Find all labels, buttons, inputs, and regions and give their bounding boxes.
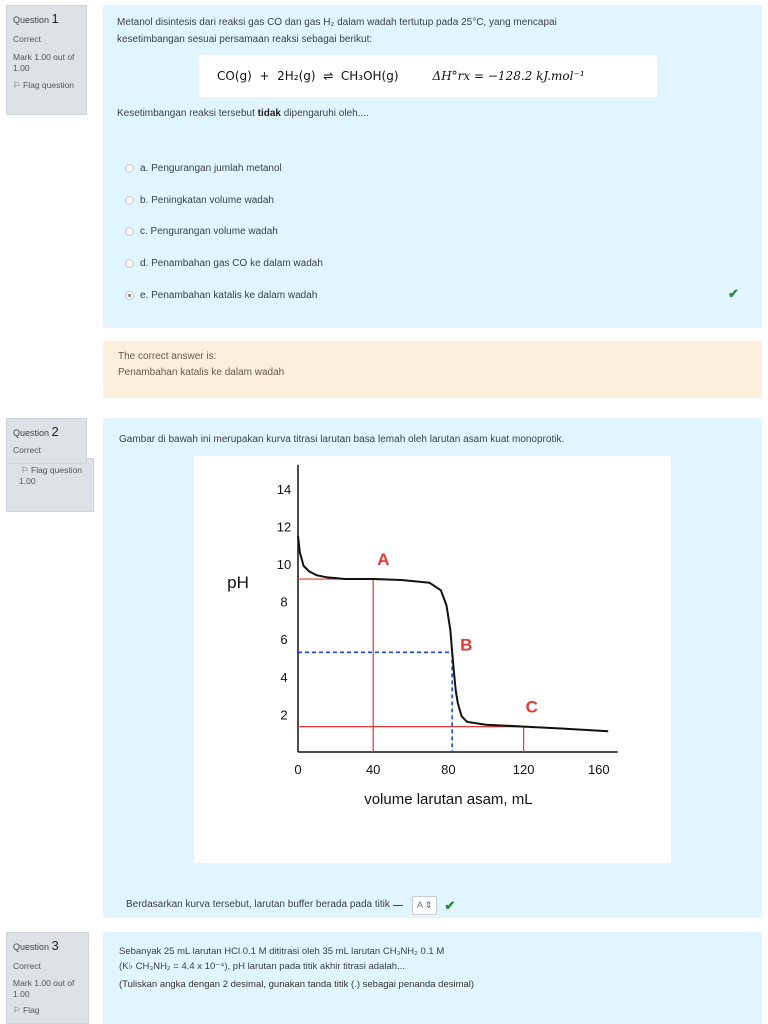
option-label: e. Penambahan katalis ke dalam wadah	[140, 290, 318, 301]
question-info-1	[6, 5, 87, 115]
feedback-answer: Penambahan katalis ke dalam wadah	[118, 366, 285, 378]
answer-select[interactable]	[412, 896, 438, 915]
option-label: b. Peningkatan volume wadah	[140, 195, 274, 206]
question-instruction: (Tuliskan angka dengan 2 desimal, gunakan tanda titik (.) sebagai penanda desimal)	[119, 979, 475, 991]
blank-underline	[393, 905, 403, 906]
x-tick-label: 80	[441, 762, 456, 777]
titration-chart	[194, 456, 671, 863]
question-status: Correct	[13, 444, 41, 455]
radio-button[interactable]	[125, 164, 134, 173]
titration-chart-card	[194, 456, 671, 863]
reaction-equation	[199, 55, 657, 97]
question-number: 1	[51, 11, 59, 26]
radio-button-selected[interactable]	[125, 291, 134, 300]
question-content-2	[103, 418, 762, 918]
question-number: 3	[51, 938, 59, 953]
question-content-1	[103, 5, 762, 328]
option-label: c. Pengurangan volume wadah	[140, 226, 278, 237]
question-label: Question	[13, 15, 50, 25]
point-label-c: C	[525, 697, 538, 717]
correct-check-icon: ✔	[444, 898, 456, 913]
option-b[interactable]	[125, 195, 274, 206]
question-mark: 1.00	[19, 476, 36, 486]
question-info-2-lower	[6, 458, 94, 512]
question-label: Question	[13, 942, 50, 952]
option-a[interactable]	[125, 163, 282, 174]
correct-check-icon: ✔	[728, 286, 739, 301]
question-info-3	[6, 932, 89, 1024]
y-tick-label: 12	[276, 519, 292, 535]
x-tick-label: 40	[365, 762, 381, 777]
y-tick-label: 6	[280, 632, 288, 648]
flag-label: Flag	[23, 1005, 40, 1016]
question-text: Gambar di bawah ini merupakan kurva titrasi larutan basa lemah oleh larutan asam kuat monoprotik.	[119, 434, 565, 445]
x-tick-label: 0	[294, 762, 302, 777]
enthalpy-text: ΔH°rx = −128.2 kJ.mol⁻¹	[432, 69, 585, 83]
question-text-line-1: Sebanyak 25 mL larutan HCl 0.1 M dititrasi oleh 35 mL larutan CH₃NH₂ 0.1 M	[119, 946, 445, 957]
question-prompt: Kesetimbangan reaksi tersebut tidak dipengaruhi oleh....	[117, 108, 369, 119]
option-c[interactable]	[125, 226, 278, 237]
question-mark: Mark 1.00 out of 1.00	[13, 977, 75, 999]
y-tick-label: 10	[276, 557, 292, 572]
question-status: Correct	[13, 33, 41, 44]
y-tick-label: 8	[280, 594, 288, 610]
question-text-line-2: (K♭ CH₃NH₂ = 4.4 x 10⁻⁴), pH larutan pada titik akhir titrasi adalah...	[119, 961, 405, 973]
option-label: a. Pengurangan jumlah metanol	[140, 163, 282, 174]
flag-icon: ⚐	[13, 80, 21, 91]
equation-text: CO(g) + 2H₂(g) ⇌ CH₃OH(g)	[217, 69, 399, 83]
radio-button[interactable]	[125, 196, 134, 205]
option-e[interactable]	[125, 290, 317, 301]
question-text-line-1: Metanol disintesis dari reaksi gas CO dan gas H₂ dalam wadah tertutup pada 25°C, yang mencapai	[117, 17, 557, 28]
x-axis-label: volume larutan asam, mL	[364, 791, 533, 808]
x-tick-label: 120	[512, 762, 535, 777]
titration-curve	[298, 536, 608, 732]
question-content-3	[103, 932, 762, 1024]
y-tick-label: 4	[280, 669, 288, 685]
buffer-prompt	[126, 895, 455, 916]
x-tick-label: 160	[587, 762, 610, 777]
point-label-b: B	[460, 635, 473, 655]
question-text	[117, 15, 747, 48]
prompt-text: Berdasarkan kurva tersebut, larutan buffer berada pada titik	[126, 899, 390, 911]
y-tick-label: 14	[276, 481, 292, 497]
select-arrows-icon: ⇕	[424, 900, 433, 911]
radio-button[interactable]	[125, 227, 134, 236]
flag-icon: ⚐	[21, 465, 29, 475]
question-text	[119, 944, 474, 993]
flag-label: Flag question	[31, 465, 83, 475]
question-status: Correct	[13, 960, 41, 971]
question-mark: Mark 1.00 out of 1.00	[13, 51, 75, 73]
y-axis-label: pH	[227, 572, 249, 592]
select-value: A	[416, 900, 423, 911]
option-d[interactable]	[125, 258, 323, 269]
option-label: d. Penambahan gas CO ke dalam wadah	[140, 258, 323, 269]
point-label-a: A	[377, 550, 390, 570]
flag-question-link[interactable]	[13, 1005, 82, 1016]
flag-question-link[interactable]	[13, 465, 87, 476]
correct-answer-feedback	[103, 341, 762, 398]
y-tick-label: 2	[280, 707, 288, 723]
flag-question-link[interactable]	[13, 80, 80, 91]
question-text-line-2: kesetimbangan sesuai persamaan reaksi sebagai berikut:	[117, 33, 373, 45]
flag-label: Flag question	[23, 80, 75, 91]
feedback-label: The correct answer is:	[118, 351, 217, 362]
question-number: 2	[51, 424, 59, 439]
emphasis-word: tidak	[257, 108, 281, 119]
question-label: Question	[13, 428, 50, 438]
flag-icon: ⚐	[13, 1005, 21, 1016]
radio-button[interactable]	[125, 259, 134, 268]
